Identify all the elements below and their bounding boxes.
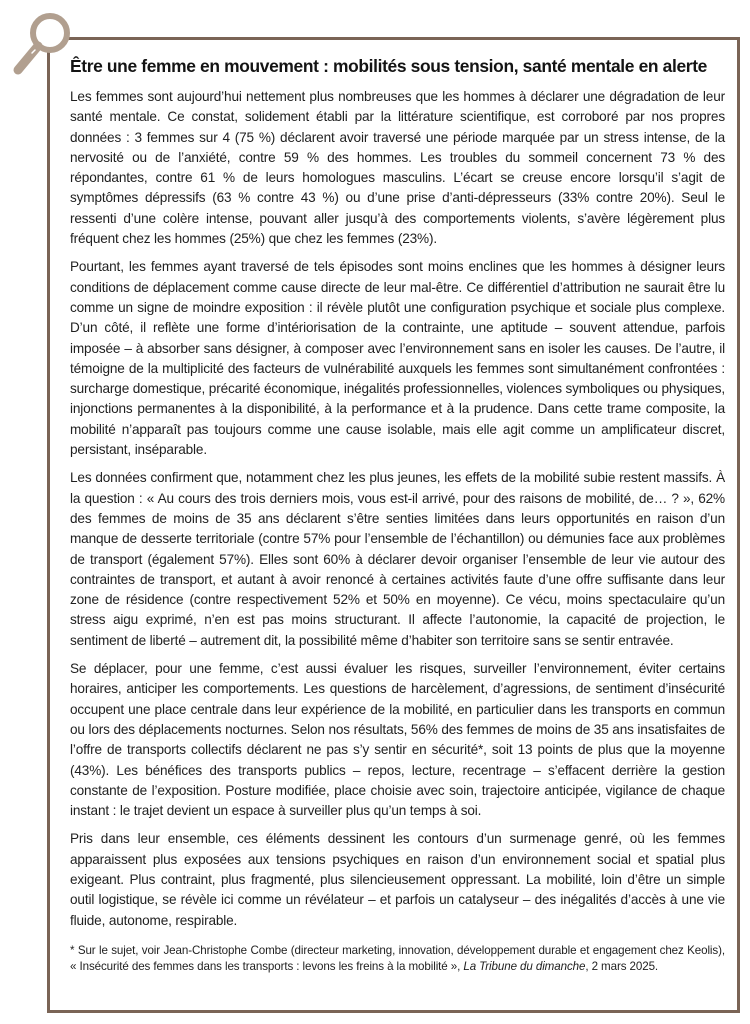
footnote-source: La Tribune du dimanche bbox=[463, 960, 586, 974]
magnifier-icon bbox=[6, 6, 82, 82]
paragraph-4: Se déplacer, pour une femme, c’est aussi évaluer les risques, surveiller l’environnement, éviter certains horaires, anticiper les comportements. Les questions de harcèlement, d’agressions, de sentiment d’insécurité occupent une place centrale dans leur expérience de la mobilité, en particulier dans les transports en commun ou lors des déplacements nocturnes. Selon nos résultats, 56% des femmes de moins de 35 ans insatisfaites de l’offre de transports collectifs déclarent ne pas s’y sentir en sécurité*, soit 13 points de plus que la moyenne (43%). Les bénéfices des transports publics – repos, lecture, recentrage – s’effacent derrière la gestion constante de l’exposition. Posture modifiée, place choisie avec soin, trajectoire anticipée, vigilance de chaque instant : le trajet devient un espace à surveiller plus qu’un temps à soi. bbox=[70, 661, 725, 819]
footnote bbox=[70, 943, 725, 976]
article-box bbox=[70, 56, 725, 976]
footnote-text: * Sur le sujet, voir Jean-Christophe Combe (directeur marketing, innovation, développement durable et engagement chez Keolis), « Insécurité des femmes dans les transports : levons les freins à la mobilité », bbox=[70, 943, 725, 974]
paragraph-1: Les femmes sont aujourd’hui nettement plus nombreuses que les hommes à déclarer une dégradation de leur santé mentale. Ce constat, solidement établi par la littérature scientifique, est corroboré par nos propres données : 3 femmes sur 4 (75 %) déclarent avoir traversé une période marquée par un stress intense, de la nervosité ou de l’anxiété, contre 59 % des hommes. Les troubles du sommeil concernent 73 % des répondantes, contre 61 % de leurs homologues masculins. L’écart se creuse encore lorsqu’il s’agit de symptômes dépressifs (63 % contre 43 %) ou d’une prise d’anti-dépresseurs (33% contre 20%). Seul le ressenti d’une colère intense, pouvant aller jusqu’à des comportements violents, s’avère légèrement plus fréquent chez les hommes (25%) que chez les femmes (23%). bbox=[70, 89, 725, 247]
paragraph-2: Pourtant, les femmes ayant traversé de tels épisodes sont moins enclines que les hommes à désigner leurs conditions de déplacement comme cause directe de leur mal-être. Ce différentiel d’attribution ne saurait être lu comme un signe de moindre exposition : il révèle plutôt une configuration psychique et sociale plus complexe. D’un côté, il reflète une forme d’intériorisation de la contrainte, une aptitude – souvent attendue, parfois imposée – à absorber sans désigner, à composer avec l’environnement sans en isoler les causes. De l’autre, il témoigne de la multiplicité des facteurs de vulnérabilité auxquels les femmes sont simultanément confrontées : surcharge domestique, précarité économique, inégalités professionnelles, violences symboliques ou physiques, injonctions permanentes à la disponibilité, à la performance et à la prudence. Dans cette trame composite, la mobilité n’apparaît pas toujours comme une cause isolable, mais elle agit comme un amplificateur discret, persistant, inséparable. bbox=[70, 259, 725, 458]
article-title: Être une femme en mouvement : mobilités sous tension, santé mentale en alerte bbox=[70, 56, 707, 76]
footnote-date: , 2 mars 2025. bbox=[585, 960, 659, 974]
paragraph-5: Pris dans leur ensemble, ces éléments dessinent les contours d’un surmenage genré, où les femmes apparaissent plus exposées aux tensions psychiques en raison d’un environnement social et spatial plus exigeant. Plus contraint, plus fragmenté, plus silencieusement oppressant. La mobilité, loin d’être un simple outil logistique, se révèle ici comme un révélateur – et parfois un catalyseur – des inégalités d’accès à une vie fluide, autonome, respirable. bbox=[70, 831, 725, 928]
paragraph-3: Les données confirment que, notamment chez les plus jeunes, les effets de la mobilité subie restent massifs. À la question : « Au cours des trois derniers mois, vous est-il arrivé, pour des raisons de mobilité, de… ? », 62% des femmes de moins de 35 ans déclarent s’être senties limitées dans leurs opportunités en raison d’un manque de desserte territoriale (contre 57% pour l’ensemble de l’échantillon) ou démunies face aux problèmes de transport (également 57%). Elles sont 60% à déclarer devoir organiser l’ensemble de leur vie autour des contraintes de transport, et autant à avoir renoncé à certaines activités faute d’une offre suffisante dans leur zone de résidence (contre respectivement 52% et 50% en moyenne). Ce vécu, moins spectaculaire qu’un stress aigu exprimé, n’en est pas moins structurant. Il affecte l’autonomie, la capacité de projection, le sentiment de liberté – autrement dit, la possibilité même d’habiter son territoire sans se sentir entravée. bbox=[70, 470, 725, 648]
